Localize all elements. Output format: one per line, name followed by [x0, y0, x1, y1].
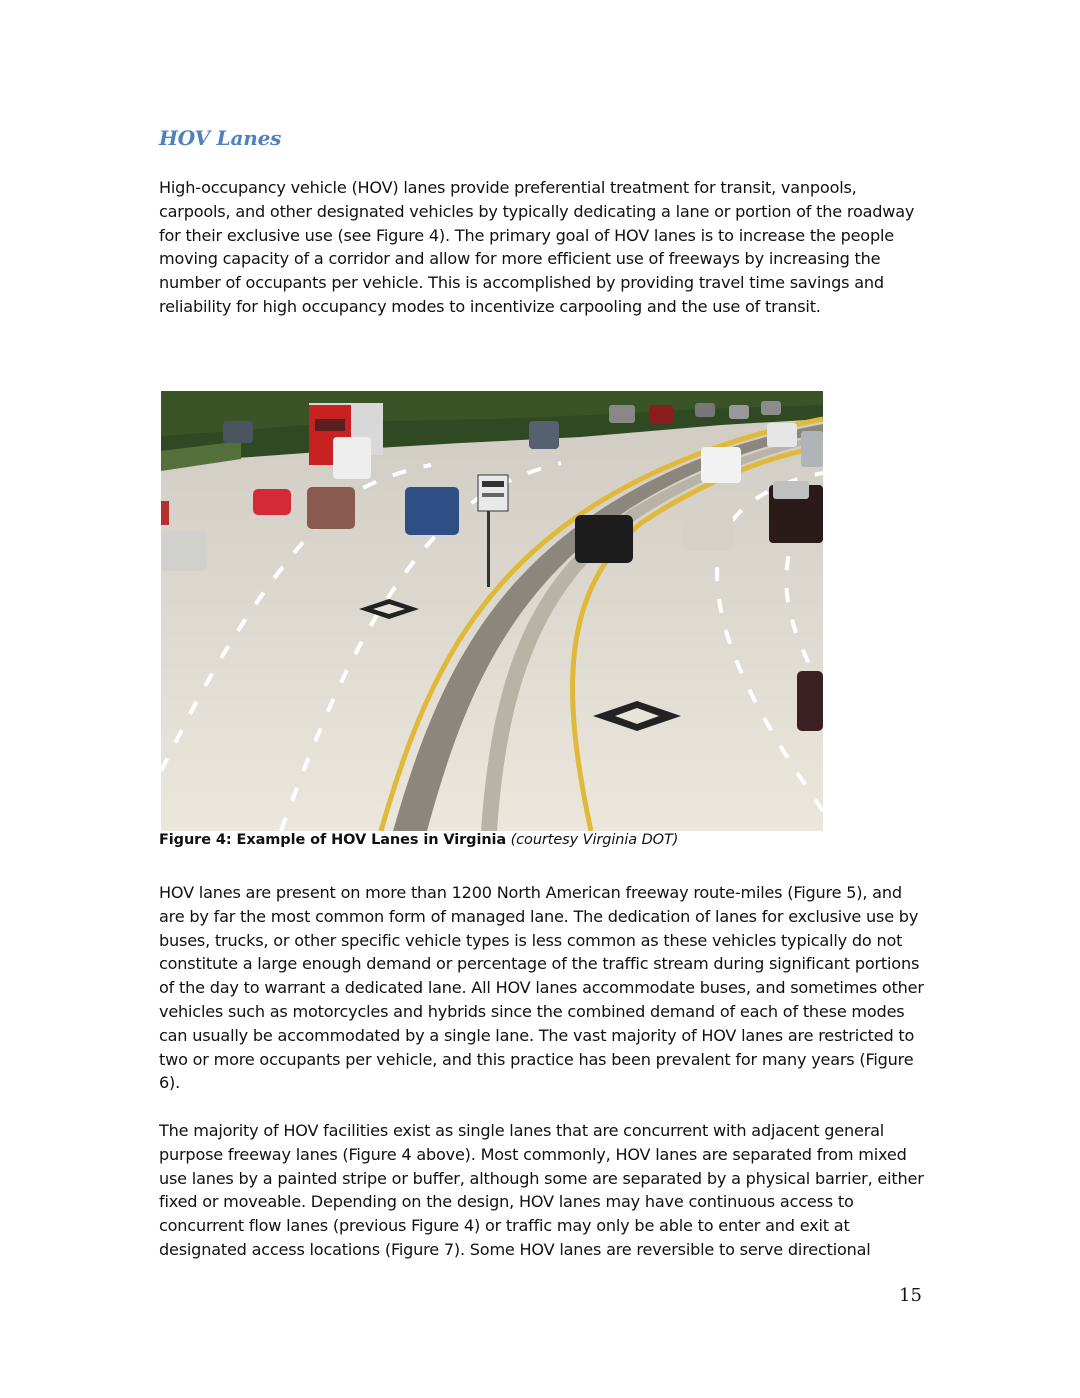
vehicle — [695, 403, 715, 417]
vehicle — [701, 447, 741, 483]
page-number: 15 — [899, 1285, 922, 1306]
sign-post — [487, 507, 490, 587]
figure-caption — [159, 832, 678, 848]
hov-extent-paragraph: HOV lanes are present on more than 1200 North American freeway route-miles (Figure 5), and are by far the most common form of managed lane. The dedication of lanes for exclusive use by buses, trucks, or other specific vehicle types is less common as these vehicles typically do not constitute a large enough demand or percentage of the traffic stream during significant portions of the day to warrant a dedicated lane. All HOV lanes accommodate buses, and sometimes other vehicles such as motorcycles and hybrids since the combined demand of each of these modes can usually be accommodated by a single lane. The vast majority of HOV lanes are restricted to two or more occupants per vehicle, and this practice has been prevalent for many years (Figure 6). — [159, 883, 924, 1093]
vehicle — [683, 513, 733, 551]
hov-facilities-paragraph: The majority of HOV facilities exist as single lanes that are concurrent with adjacent general purpose freeway lanes (Figure 4 above). Most commonly, HOV lanes are separated from mixed use lanes by a painted stripe or buffer, although some are separated by a physical barrier, either fixed or moveable. Depending on the design, HOV lanes may have continuous access to concurrent flow lanes (previous Figure 4) or traffic may only be able to enter and exit at designated access locations (Figure 7). Some HOV lanes are reversible to serve directional — [159, 1121, 924, 1259]
figure-caption-credit: (courtesy Virginia DOT) — [510, 832, 679, 848]
vehicle — [161, 531, 207, 571]
highway-illustration — [161, 391, 823, 831]
vehicle — [761, 401, 781, 415]
vehicle — [405, 487, 459, 535]
vehicle — [529, 421, 559, 449]
figure-caption-title: Figure 4: Example of HOV Lanes in Virginia — [159, 832, 507, 848]
section-heading: HOV Lanes — [159, 126, 282, 150]
vehicle — [609, 405, 635, 423]
vehicle — [223, 421, 253, 443]
vehicle — [729, 405, 749, 419]
vehicle — [797, 671, 823, 731]
vehicle — [161, 501, 169, 525]
vehicle — [575, 515, 633, 563]
vehicle — [649, 405, 673, 423]
vehicle — [801, 431, 823, 467]
vehicle — [307, 487, 355, 529]
vehicle — [333, 437, 371, 479]
vehicle — [767, 423, 797, 447]
vehicle — [253, 489, 291, 515]
hov-lanes-photo — [161, 391, 823, 831]
intro-paragraph: High-occupancy vehicle (HOV) lanes provide preferential treatment for transit, vanpools, carpools, and other designated vehicles by typically dedicating a lane or portion of the roadway for their exclusive use (see Figure 4). The primary goal of HOV lanes is to increase the people moving capacity of a corridor and allow for more efficient use of freeways by increasing the number of occupants per vehicle. This is accomplished by providing travel time savings and reliability for high occupancy modes to incentivize carpooling and the use of transit. — [159, 178, 915, 316]
